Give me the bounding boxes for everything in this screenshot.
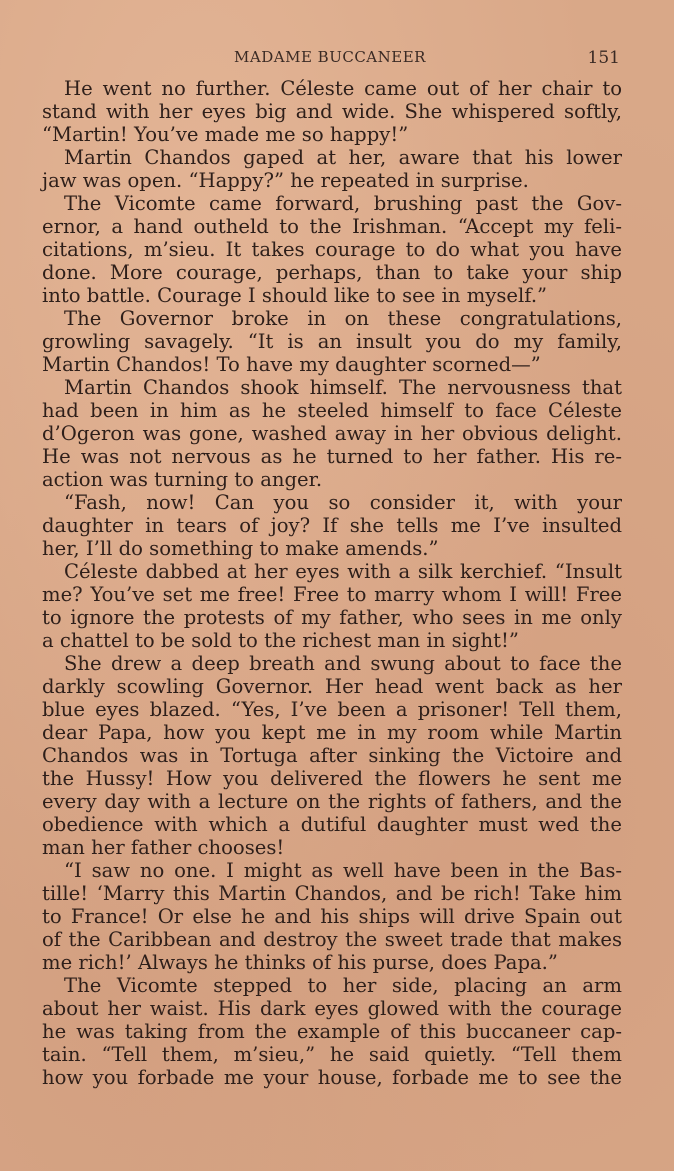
text-line: tain. “Tell them, m’sieu,” he said quietly. “Tell them: [42, 1043, 622, 1066]
body-text: [42, 77, 622, 1089]
text-line: The Vicomte stepped to her side, placing an arm: [64, 974, 622, 997]
text-line: me? You’ve set me free! Free to marry whom I will! Free: [42, 583, 622, 606]
text-line: ernor, a hand outheld to the Irishman. “Accept my feli-: [42, 215, 622, 238]
text-line: Martin Chandos! To have my daughter scorned—”: [42, 353, 541, 376]
text-line: blue eyes blazed. “Yes, I’ve been a prisoner! Tell them,: [42, 698, 622, 721]
text-line: “I saw no one. I might as well have been in the Bas-: [64, 859, 622, 882]
page-number: 151: [587, 48, 620, 68]
text-line: every day with a lecture on the rights of fathers, and the: [42, 790, 622, 813]
text-line: to France! Or else he and his ships will drive Spain out: [42, 905, 622, 928]
text-line: into battle. Courage I should like to see in myself.”: [42, 284, 548, 307]
text-line: She drew a deep breath and swung about to face the: [64, 652, 622, 675]
text-line: “Martin! You’ve made me so happy!”: [42, 123, 409, 146]
text-line: growling savagely. “It is an insult you do my family,: [42, 330, 622, 353]
text-line: obedience with which a dutiful daughter must wed the: [42, 813, 622, 836]
text-line: man her father chooses!: [42, 836, 285, 859]
text-line: had been in him as he steeled himself to face Céleste: [42, 399, 622, 422]
text-line: how you forbade me your house, forbade me to see the: [42, 1066, 622, 1089]
running-head: [40, 48, 620, 72]
text-line: stand with her eyes big and wide. She whispered softly,: [42, 100, 622, 123]
text-line: action was turning to anger.: [42, 468, 323, 491]
text-line: tille! ‘Marry this Martin Chandos, and be rich! Take him: [42, 882, 622, 905]
text-line: daughter in tears of joy? If she tells me I’ve insulted: [42, 514, 622, 537]
text-line: done. More courage, perhaps, than to take your ship: [42, 261, 622, 284]
text-line: Martin Chandos gaped at her, aware that his lower: [64, 146, 622, 169]
text-line: he was taking from the example of this buccaneer cap-: [42, 1020, 622, 1043]
text-line: to ignore the protests of my father, who sees in me only: [42, 606, 622, 629]
text-line: “Fash, now! Can you so consider it, with your: [64, 491, 622, 514]
text-line: jaw was open. “Happy?” he repeated in surprise.: [42, 169, 529, 192]
text-line: d’Ogeron was gone, washed away in her obvious delight.: [42, 422, 622, 445]
text-line: of the Caribbean and destroy the sweet trade that makes: [42, 928, 622, 951]
text-line: a chattel to be sold to the richest man in sight!”: [42, 629, 519, 652]
text-line: the Hussy! How you delivered the flowers he sent me: [42, 767, 622, 790]
text-line: The Vicomte came forward, brushing past the Gov-: [64, 192, 622, 215]
running-title: MADAME BUCCANEER: [234, 48, 426, 66]
text-line: Céleste dabbed at her eyes with a silk kerchief. “Insult: [64, 560, 622, 583]
text-line: dear Papa, how you kept me in my room while Martin: [42, 721, 622, 744]
text-line: Martin Chandos shook himself. The nervousness that: [64, 376, 622, 399]
text-line: darkly scowling Governor. Her head went back as her: [42, 675, 622, 698]
text-line: The Governor broke in on these congratulations,: [64, 307, 622, 330]
text-line: Chandos was in Tortuga after sinking the Victoire and: [42, 744, 622, 767]
text-line: her, I’ll do something to make amends.”: [42, 537, 439, 560]
text-line: citations, m’sieu. It takes courage to do what you have: [42, 238, 622, 261]
text-line: He went no further. Céleste came out of her chair to: [64, 77, 622, 100]
text-line: about her waist. His dark eyes glowed with the courage: [42, 997, 622, 1020]
text-line: He was not nervous as he turned to her father. His re-: [42, 445, 622, 468]
text-line: me rich!’ Always he thinks of his purse, does Papa.”: [42, 951, 558, 974]
